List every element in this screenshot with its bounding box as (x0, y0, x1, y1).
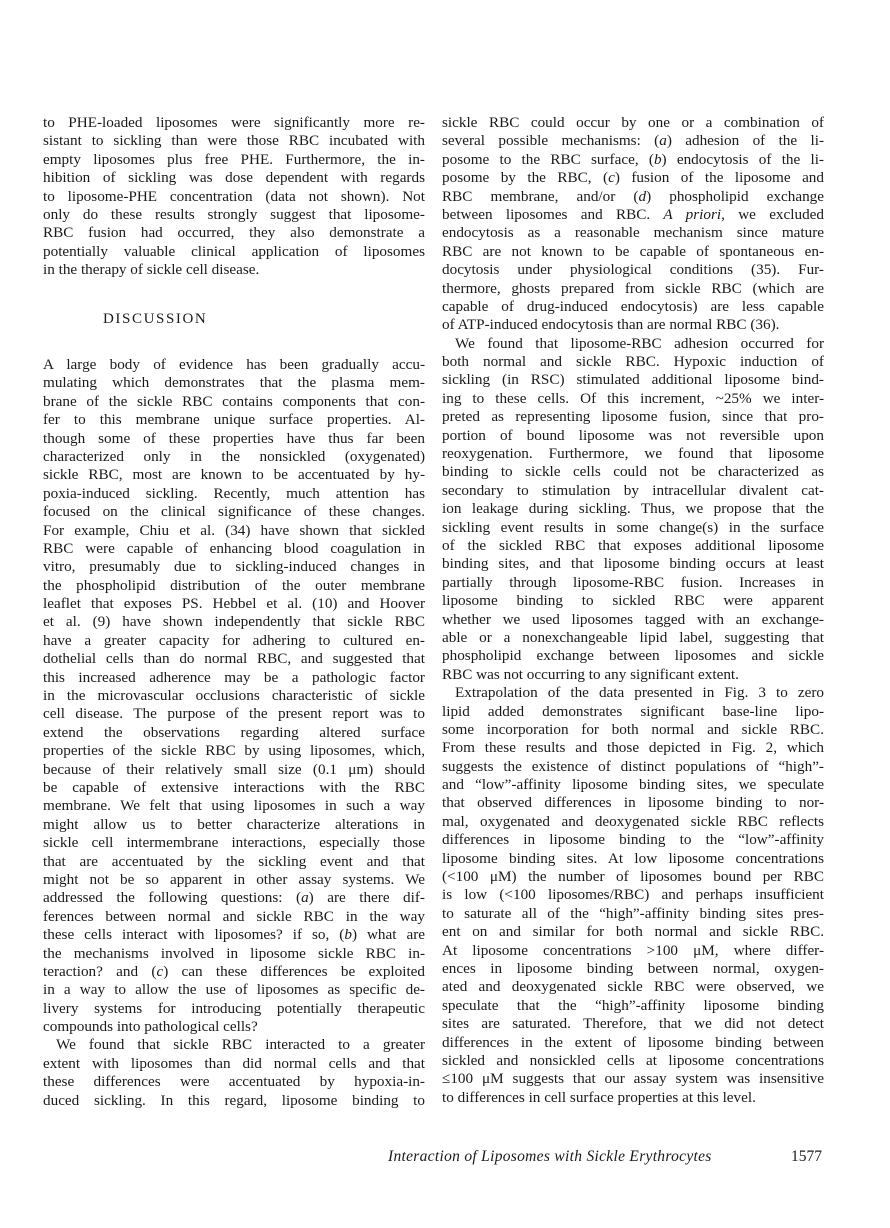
text-line: might allow us to better characterize alterations in (43, 815, 425, 833)
text-line: RBC are not known to be capable of spontaneous en- (442, 242, 824, 260)
italic-text: a (301, 889, 309, 907)
text-segment: between liposomes and RBC. (442, 205, 664, 223)
page-number: 1577 (791, 1148, 822, 1165)
text-line: lipid added demonstrates significant base-line lipo- (442, 702, 824, 720)
text-line: docytosis under physiological conditions (35). Fur- (442, 261, 824, 279)
text-line: because of their relatively small size (0.1 μm) should (43, 760, 425, 778)
text-line: partially through liposome-RBC fusion. Increases in (442, 573, 824, 591)
text-line: poxia-induced sickling. Recently, much attention has (43, 484, 425, 502)
paragraph (442, 335, 824, 684)
text-line: in the therapy of sickle cell disease. (43, 261, 260, 279)
text-line: dothelial cells than do normal RBC, and suggested that (43, 650, 425, 668)
text-line: extent with liposomes than did normal cells and that (43, 1054, 425, 1072)
text-line: speculate that the “high”-affinity liposome binding (442, 996, 824, 1014)
text-line: binding sites, and that liposome binding occurs at least (442, 555, 824, 573)
text-line: binding to sickle cells could not be characterized as (442, 463, 824, 481)
text-line: reoxygenation. Furthermore, we found that liposome (442, 445, 824, 463)
text-segment: ) endocytosis of the li- (661, 150, 824, 168)
text-segment: posome by the RBC, ( (442, 169, 609, 187)
text-line: RBC were capable of enhancing blood coagulation in (43, 539, 425, 557)
text-segment: ) adhesion of the li- (666, 132, 824, 150)
text-line: A large body of evidence has been gradually accu- (43, 356, 425, 373)
text-line: We found that sickle RBC interacted to a greater (56, 1036, 425, 1054)
text-line: ferences between normal and sickle RBC in the way (43, 907, 425, 925)
text-segment: , we excluded (721, 205, 825, 223)
text-line: the mechanisms involved in liposome sickle RBC in- (43, 944, 425, 962)
text-segment: posome to the RBC surface, ( (442, 150, 654, 168)
italic-text: d (638, 187, 647, 205)
text-line: liposome binding to sickled RBC were apparent (442, 592, 824, 610)
text-line: duced sickling. In this regard, liposome binding to (43, 1091, 425, 1109)
text-line (442, 151, 824, 169)
text-line: of the sickled RBC that exposes additional liposome (442, 536, 824, 554)
text-line: fer to this membrane unique surface properties. Al- (43, 411, 425, 429)
text-line: sites are saturated. Therefore, that we did not detect (442, 1015, 824, 1033)
text-line: some incorporation for both normal and sickle RBC. (442, 720, 824, 738)
text-line: ated and deoxygenated sickle RBC were observed, we (442, 978, 824, 996)
text-line: empty liposomes plus free PHE. Furthermore, the in- (43, 150, 425, 168)
text-line: this increased adherence may be a pathologic factor (43, 668, 425, 686)
text-line: only do these results strongly suggest that liposome- (43, 205, 425, 223)
text-line: ing to these cells. Of this increment, ~25% we inter- (442, 389, 824, 407)
text-line: For example, Chiu et al. (34) have shown that sickled (43, 521, 425, 539)
italic-text: a (659, 132, 667, 150)
italic-text: A priori (663, 205, 722, 223)
text-line (442, 188, 824, 206)
text-line: brane of the sickle RBC contains components that con- (43, 392, 425, 410)
text-line: might not be so apparent in other assay systems. We (43, 870, 425, 888)
text-line: mal, oxygenated and deoxygenated sickle RBC reflects (442, 812, 824, 830)
text-line: sickled and nonsickled cells at liposome concentrations (442, 1051, 824, 1069)
text-line: whether we used liposomes tagged with an exchange- (442, 610, 824, 628)
discussion-body-continued (442, 114, 824, 1107)
text-line: cell disease. The purpose of the present report was to (43, 705, 425, 723)
text-line: thermore, ghosts prepared from sickle RBC (which are (442, 279, 824, 297)
text-line: that observed differences in liposome binding to nor- (442, 794, 824, 812)
text-segment: ) can these differences be exploited (163, 962, 425, 980)
paragraph (43, 1036, 425, 1110)
text-line: sistant to sickling than were those RBC incubated with (43, 132, 425, 150)
text-segment: ) are there dif- (308, 889, 425, 907)
text-line (442, 132, 824, 150)
text-line: sickle cell intermembrane interactions, especially those (43, 834, 425, 852)
text-line: sickling (in RSC) stimulated additional liposome bind- (442, 371, 824, 389)
paragraph (442, 684, 824, 1107)
text-line (43, 963, 425, 981)
text-line: though some of these properties have thus far been (43, 429, 425, 447)
text-line: extend the observations regarding altered surface (43, 723, 425, 741)
text-line: endocytosis as a reasonable mechanism since mature (442, 224, 824, 242)
text-line: (<100 μM) the number of liposomes bound per RBC (442, 868, 824, 886)
text-segment: ) phospholipid exchange (646, 187, 824, 205)
text-line (442, 206, 824, 224)
text-line: characterized only in the nonsickled (oxygenated) (43, 447, 425, 465)
text-line: differences in the extent of liposome binding between (442, 1033, 824, 1051)
text-line: suggests the existence of distinct populations of “high”- (442, 757, 824, 775)
text-line: At liposome concentrations >100 μM, where differ- (442, 941, 824, 959)
text-line: mulating which demonstrates that the plasma mem- (43, 374, 425, 392)
text-line: in a way to allow the use of liposomes as specific de- (43, 981, 425, 999)
text-line: ent on and similar for both normal and sickle RBC. (442, 923, 824, 941)
text-line: sickling event results in some change(s) in the surface (442, 518, 824, 536)
text-segment: several possible mechanisms: ( (442, 132, 660, 150)
text-line: Extrapolation of the data presented in Fig. 3 to zero (455, 684, 824, 702)
section-heading-discussion: DISCUSSION (103, 311, 208, 327)
text-line: have a greater capacity for adhering to cultured en- (43, 631, 425, 649)
text-line: membrane. We felt that using liposomes in such a way (43, 797, 425, 815)
text-line: We found that liposome-RBC adhesion occurred for (455, 334, 824, 352)
paragraph (442, 114, 824, 335)
text-line: differences in liposome binding to the “low”-affinity (442, 831, 824, 849)
text-line: phospholipid exchange between liposomes and sickle (442, 647, 824, 665)
text-line: compounds into pathological cells? (43, 1018, 258, 1036)
text-line: both normal and sickle RBC. Hypoxic induction of (442, 353, 824, 371)
text-segment: teraction? and ( (43, 962, 157, 980)
text-line: to PHE-loaded liposomes were significantly more re- (43, 114, 425, 131)
text-line: sickle RBC could occur by one or a combination of (442, 114, 824, 131)
text-line (442, 169, 824, 187)
text-line (43, 889, 425, 907)
paragraph (43, 356, 425, 1036)
text-line: ion leakage during sickling. Thus, we propose that the (442, 500, 824, 518)
discussion-body (43, 356, 425, 1110)
text-line: hibition of sickling was dose dependent with regards (43, 169, 425, 187)
text-line: to differences in cell surface properties at this level. (442, 1088, 756, 1106)
text-line: focused on the clinical significance of these changes. (43, 503, 425, 521)
text-line: and “low”-affinity liposome binding sites, we speculate (442, 776, 824, 794)
text-segment: ) fusion of the liposome and (614, 169, 824, 187)
text-line: able or a nonexchangeable lipid label, suggesting that (442, 628, 824, 646)
text-line: be capable of extensive interactions with the RBC (43, 778, 425, 796)
paragraph (43, 114, 425, 280)
text-segment: these cells interact with liposomes? if so, ( (43, 926, 345, 944)
text-line: ences in liposome binding between normal, oxygen- (442, 959, 824, 977)
results-continuation (43, 114, 425, 280)
text-line: ≤100 μM suggests that our assay system was insensitive (442, 1070, 824, 1088)
italic-text: b (653, 150, 662, 168)
text-line: RBC was not occurring to any significant extent. (442, 665, 739, 683)
text-segment: ) what are (351, 926, 425, 944)
text-line: in the microvascular occlusions characteristic of sickle (43, 687, 425, 705)
text-segment: RBC membrane, and/or ( (442, 187, 639, 205)
text-line: to liposome-PHE concentration (data not shown). Not (43, 187, 425, 205)
text-line: that are accentuated by the sickling event and that (43, 852, 425, 870)
italic-text: b (344, 926, 352, 944)
text-line: et al. (9) have shown independently that sickle RBC (43, 613, 425, 631)
text-line: secondary to stimulation by intracellular divalent cat- (442, 481, 824, 499)
text-line: sickle RBC, most are known to be accentuated by hy- (43, 466, 425, 484)
text-line: liposome binding sites. At low liposome concentrations (442, 849, 824, 867)
text-line: livery systems for introducing potentially therapeutic (43, 999, 425, 1017)
text-line: is low (<100 liposomes/RBC) and perhaps insufficient (442, 886, 824, 904)
text-line: vitro, presumably due to sickling-induced changes in (43, 558, 425, 576)
text-line: From these results and those depicted in Fig. 2, which (442, 739, 824, 757)
text-segment: addressed the following questions: ( (43, 889, 302, 907)
text-line: the phospholipid distribution of the outer membrane (43, 576, 425, 594)
text-line: capable of drug-induced endocytosis) are less capable (442, 297, 824, 315)
text-line: RBC fusion had occurred, they also demonstrate a (43, 224, 425, 242)
text-line: properties of the sickle RBC by using liposomes, which, (43, 742, 425, 760)
text-line (43, 926, 425, 944)
text-line: to saturate all of the “high”-affinity binding sites pres- (442, 904, 824, 922)
italic-text: c (156, 962, 164, 980)
text-line: potentially valuable clinical application of liposomes (43, 242, 425, 260)
text-line: of ATP-induced endocytosis than are normal RBC (36). (442, 316, 780, 334)
italic-text: c (608, 169, 615, 187)
text-line: portion of bound liposome was not reversible upon (442, 426, 824, 444)
text-line: these differences were accentuated by hypoxia-in- (43, 1073, 425, 1091)
text-line: leaflet that exposes PS. Hebbel et al. (10) and Hoover (43, 595, 425, 613)
running-title: Interaction of Liposomes with Sickle Erythrocytes (388, 1148, 712, 1165)
text-line: preted as representing liposome fusion, since that pro- (442, 408, 824, 426)
